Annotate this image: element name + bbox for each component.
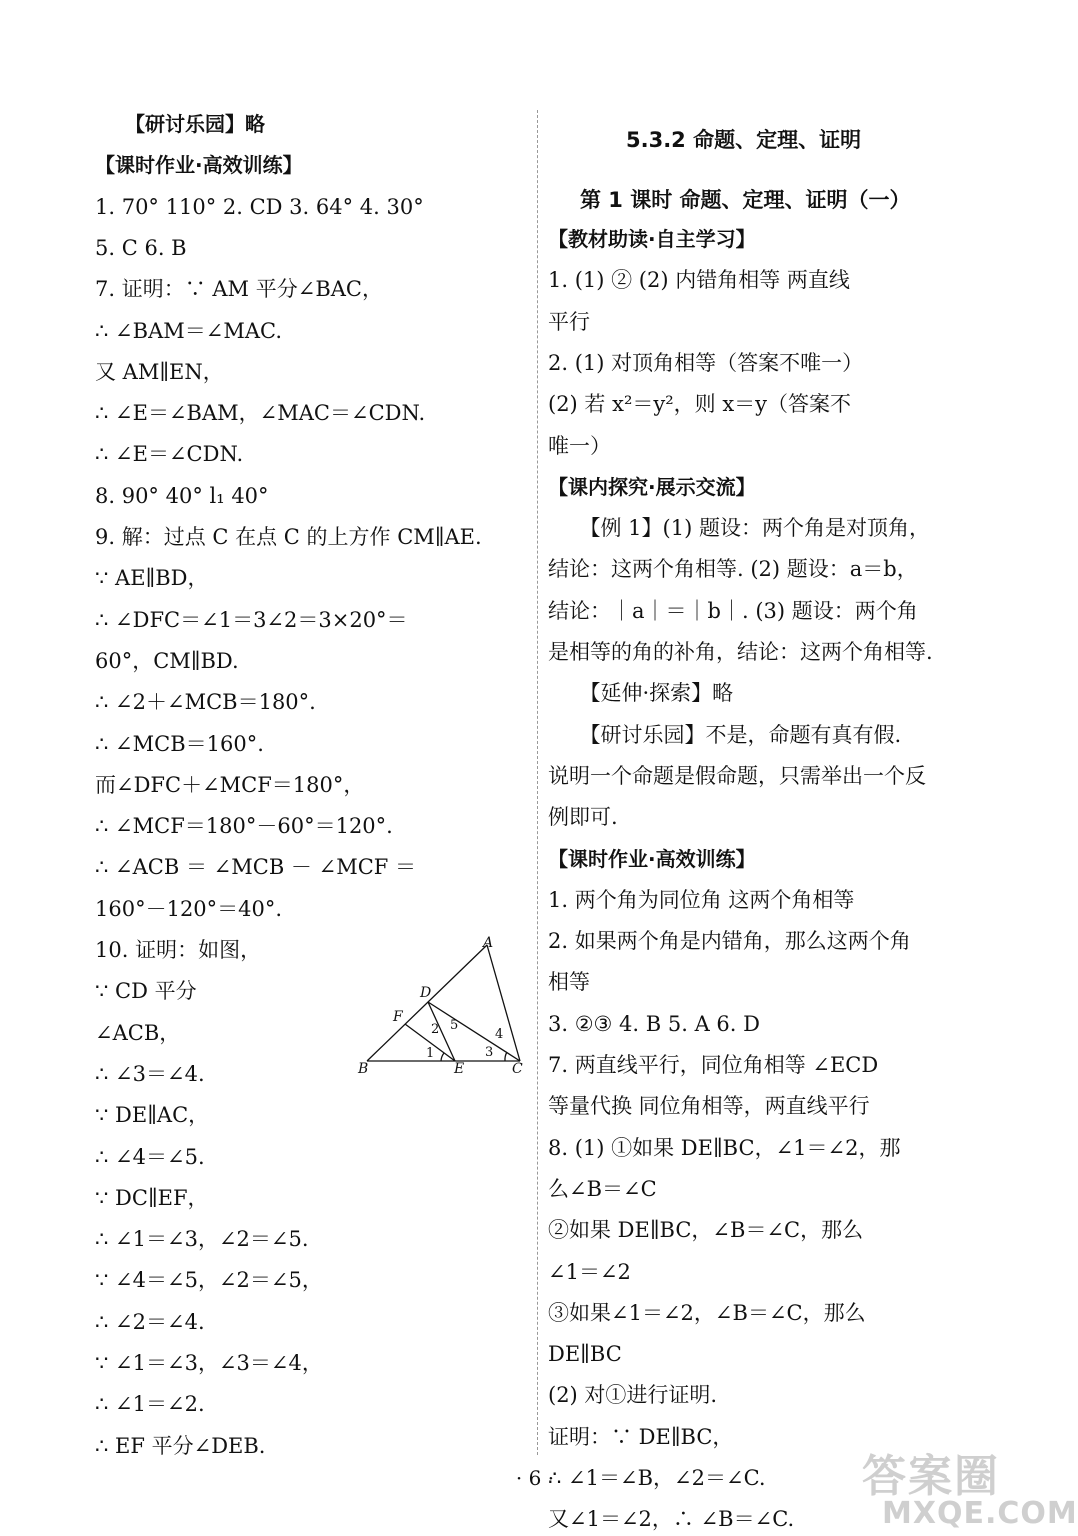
angle-label-1: 1: [426, 1046, 435, 1061]
left-line: 60°，CM∥BD.: [95, 648, 239, 673]
right-line: 3. ②③ 4. B 5. A 6. D: [548, 1011, 760, 1036]
page-number: · 6 ·: [515, 1466, 555, 1490]
point-label-B: B: [358, 1061, 369, 1077]
left-line: ∴ ∠4＝∠5.: [95, 1144, 205, 1169]
left-line: ∵ ∠1＝∠3，∠3＝∠4，: [95, 1351, 323, 1375]
right-line: ∠1＝∠2: [548, 1259, 631, 1284]
segment-BA: [367, 945, 487, 1061]
watermark-text: 答案圈: [862, 1451, 1000, 1502]
left-line: ∴ ∠2＝∠4.: [95, 1309, 205, 1334]
watermark-logo: [862, 1440, 1078, 1535]
left-line: ∵ ∠4＝∠5，∠2＝∠5，: [95, 1268, 323, 1293]
point-label-D: D: [420, 985, 432, 1001]
right-line: 7. 两直线平行，同位角相等 ∠ECD: [548, 1053, 879, 1077]
left-line: ∵ DE∥AC，: [95, 1103, 210, 1128]
right-line: DE∥BC: [548, 1342, 622, 1367]
left-line: ∴ ∠MCB＝160°.: [95, 731, 264, 756]
left-line: 1. 70° 110° 2. CD 3. 64° 4. 30°: [95, 194, 424, 219]
angle-label-4: 4: [495, 1027, 504, 1042]
right-heading: 【课时作业·高效训练】: [548, 846, 756, 871]
right-line: 么∠B＝∠C: [548, 1176, 657, 1201]
right-line: (2) 对①进行证明.: [548, 1383, 718, 1408]
left-heading: 【课时作业·高效训练】: [95, 153, 303, 178]
left-line: ∴ ∠BAM＝∠MAC.: [95, 318, 282, 343]
right-line: (2) 若 x²＝y²，则 x＝y（答案不: [548, 392, 852, 417]
left-line: 160°－120°＝40°.: [95, 896, 283, 921]
point-label-F: F: [393, 1009, 403, 1025]
right-line: 结论：｜a｜＝｜b｜. (3) 题设：两个角: [548, 598, 918, 623]
right-line: 【例 1】(1) 题设：两个角是对顶角，: [548, 516, 930, 541]
left-line: ∴ ∠MCF＝180°－60°＝120°.: [95, 814, 393, 839]
point-label-C: C: [512, 1061, 523, 1077]
right-line: 【延伸·探索】略: [548, 681, 734, 706]
left-line: 7. 证明：∵ AM 平分∠BAC，: [95, 277, 383, 302]
left-line: ∴ ∠3＝∠4.: [95, 1061, 205, 1086]
right-line: 2. (1) 对顶角相等（答案不唯一）: [548, 350, 864, 375]
left-heading: 【研讨乐园】略: [95, 112, 265, 136]
right-line: 是相等的角的补角，结论：这两个角相等.: [548, 640, 933, 664]
angle-arc-1: [441, 1053, 444, 1061]
left-line: ∴ ∠E＝∠CDN.: [95, 442, 244, 467]
right-line: ③如果∠1＝∠2，∠B＝∠C，那么: [548, 1300, 866, 1325]
right-line: 1. 两个角为同位角 这两个角相等: [548, 887, 855, 912]
right-line: 8. (1) ①如果 DE∥BC，∠1＝∠2，那: [548, 1135, 901, 1160]
right-line: 结论：这两个角相等. (2) 题设：a＝b，: [548, 557, 918, 582]
left-line: 8. 90° 40° l₁ 40°: [95, 483, 269, 508]
right-line: 2. 如果两个角是内错角，那么这两个角: [548, 929, 911, 954]
left-line: 9. 解：过点 C 在点 C 的上方作 CM∥AE.: [95, 525, 482, 549]
left-line: 5. C 6. B: [95, 235, 187, 260]
right-line: 相等: [548, 970, 590, 995]
left-line: ∴ ∠2＋∠MCB＝180°.: [95, 690, 316, 715]
triangle-lines: [367, 945, 520, 1061]
watermark-domain: MXQE.COM: [882, 1496, 1078, 1531]
angle-label-3: 3: [485, 1045, 494, 1060]
section-title: 5.3.2 命题、定理、证明: [626, 128, 862, 152]
right-line: 又∠1＝∠2，∴ ∠B＝∠C.: [548, 1507, 795, 1532]
right-heading: 【教材助读·自主学习】: [548, 227, 756, 251]
right-line: ∴ ∠1＝∠B，∠2＝∠C.: [548, 1466, 766, 1490]
right-heading: 【课内探究·展示交流】: [548, 474, 756, 499]
angle-label-5: 5: [450, 1018, 459, 1033]
left-line: ∴ ∠ACB ＝ ∠MCB － ∠MCF ＝: [95, 855, 417, 880]
left-line: 又 AM∥EN，: [95, 359, 224, 384]
column-divider: [537, 110, 538, 1455]
left-line: ∵ DC∥EF，: [95, 1185, 209, 1210]
geometry-figure: [355, 935, 535, 1080]
right-line: 证明：∵ DE∥BC，: [548, 1424, 734, 1449]
right-line: 平行: [548, 309, 590, 334]
right-line: 例即可.: [548, 805, 618, 830]
lesson-title: 第 1 课时 命题、定理、证明（一）: [580, 188, 911, 212]
left-line: ∴ EF 平分∠DEB.: [95, 1433, 266, 1458]
right-line: 等量代换 同位角相等，两直线平行: [548, 1094, 870, 1119]
right-line: ②如果 DE∥BC，∠B＝∠C，那么: [548, 1218, 864, 1243]
left-line: ∴ ∠1＝∠2.: [95, 1392, 205, 1417]
angle-label-2: 2: [431, 1022, 440, 1037]
left-line: ∵ AE∥BD，: [95, 566, 209, 591]
right-line: 唯一）: [548, 433, 611, 458]
angle-arc-3: [505, 1052, 507, 1061]
left-line: ∵ CD 平分: [95, 979, 197, 1004]
left-line: ∠ACB，: [95, 1020, 181, 1045]
left-line: ∴ ∠1＝∠3，∠2＝∠5.: [95, 1227, 309, 1252]
right-line: 【研讨乐园】不是，命题有真有假.: [548, 722, 902, 747]
left-line: ∴ ∠DFC＝∠1＝3∠2＝3×20°＝: [95, 607, 408, 632]
right-line: 1. (1) ② (2) 内错角相等 两直线: [548, 268, 850, 293]
left-line: 而∠DFC＋∠MCF＝180°，: [95, 772, 365, 797]
point-label-E: E: [454, 1061, 465, 1077]
right-line: 说明一个命题是假命题，只需举出一个反: [548, 763, 926, 788]
point-label-A: A: [483, 935, 494, 951]
left-line: 10. 证明：如图，: [95, 938, 262, 962]
left-line: ∴ ∠E＝∠BAM，∠MAC＝∠CDN.: [95, 401, 426, 426]
